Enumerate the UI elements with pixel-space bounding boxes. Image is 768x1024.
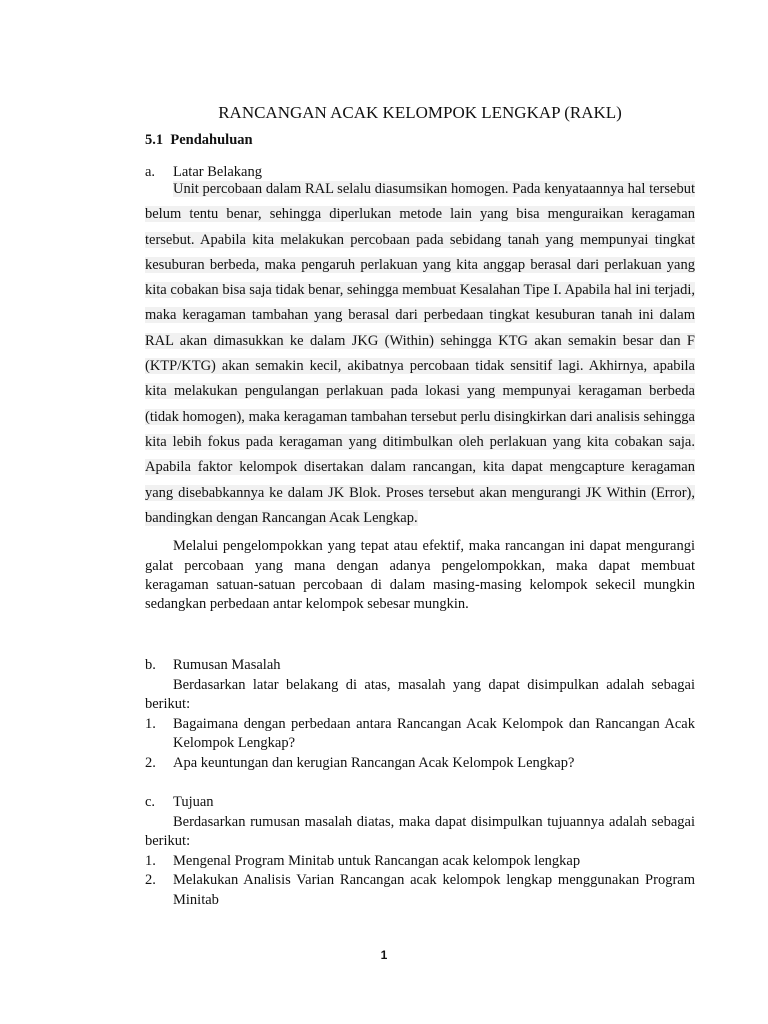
subsection-c: [145, 794, 695, 910]
subsection-b-title: Rumusan Masalah: [173, 657, 281, 673]
section-heading: [145, 132, 253, 149]
objective-list: [145, 852, 695, 910]
subsection-a: [145, 164, 695, 615]
section-title: Pendahuluan: [170, 132, 253, 148]
objective-intro: Berdasarkan rumusan masalah diatas, maka dapat disimpulkan tujuannya adalah sebagai berikut:: [145, 814, 695, 850]
subsection-b-label: b.: [145, 657, 156, 673]
section-number: 5.1: [145, 132, 164, 148]
list-item: [145, 715, 695, 754]
list-item-text: Apa keuntungan dan kerugian Rancangan Acak Kelompok Lengkap?: [173, 754, 575, 771]
list-item-number: 2.: [145, 754, 156, 771]
page-number: 1: [380, 948, 388, 962]
subsection-c-title: Tujuan: [173, 794, 214, 810]
list-item: [145, 852, 695, 871]
background-paragraph-1-text: Unit percobaan dalam RAL selalu diasumsikan homogen. Pada kenyataannya hal tersebut belum tentu benar, sehingga diperlukan metode lain yang bisa menguraikan keragaman tersebut. Apabila kita melakukan percobaan pada sebidang tanah yang mempunyai tingkat kesuburan berbeda, maka pengaruh perlakuan yang kita anggap berasal dari perlakuan yang kita cobakan bisa saja tidak benar, sehingga membuat Kesalahan Tipe I. Apabila hal ini terjadi, maka keragaman tambahan yang berasal dari perbedaan tingkat kesuburan tanah ini dalam RAL akan dimasukkan ke dalam JKG (Within) sehingga KTG akan semakin besar dan F (KTP/KTG) akan semakin kecil, akibatnya percobaan tidak sensitif lagi. Akhirnya, apabila kita melakukan pengulangan perlakuan pada lokasi yang mempunyai keragaman berbeda (tidak homogen), maka keragaman tambahan tersebut perlu disingkirkan dari analisis sehingga kita lebih fokus pada keragaman yang ditimbulkan oleh perlakuan yang kita cobakan saja. Apabila faktor kelompok disertakan dalam rancangan, kita dapat mengcapture keragaman yang disebabkannya ke dalam JK Blok. Proses tersebut akan mengurangi JK Within (Error), bandingkan dengan Rancangan Acak Lengkap.: [145, 181, 695, 526]
subsection-b: [145, 657, 695, 773]
problem-list: [145, 715, 695, 773]
list-item-text: Melakukan Analisis Varian Rancangan acak kelompok lengkap menggunakan Program Minitab: [173, 872, 695, 908]
list-item-number: 1.: [145, 715, 156, 732]
subsection-c-heading: [145, 794, 695, 811]
subsection-a-title: Latar Belakang: [173, 164, 262, 180]
subsection-a-label: a.: [145, 164, 156, 180]
list-item: [145, 871, 695, 910]
list-item: [145, 754, 695, 773]
background-paragraph-1: [145, 177, 695, 531]
problem-intro: Berdasarkan latar belakang di atas, masalah yang dapat disimpulkan adalah sebagai berikut:: [145, 677, 695, 713]
list-item-number: 2.: [145, 872, 156, 889]
subsection-b-heading: [145, 657, 695, 674]
list-item-text: Bagaimana dengan perbedaan antara Rancangan Acak Kelompok dan Rancangan Acak Kelompok Lengkap?: [173, 715, 695, 752]
list-item-text: Mengenal Program Minitab untuk Rancangan acak kelompok lengkap: [173, 852, 581, 869]
list-item-number: 1.: [145, 852, 156, 869]
document-title: RANCANGAN ACAK KELOMPOK LENGKAP (RAKL): [218, 103, 622, 122]
background-paragraph-2: Melalui pengelompokkan yang tepat atau efektif, maka rancangan ini dapat mengurangi galat percobaan yang mana dengan adanya pengelompokkan, maka dapat membuat keragaman satuan-satuan percobaan di dalam masing-masing kelompok sekecil mungkin sedangkan perbedaan antar kelompok sebesar mungkin.: [145, 538, 695, 613]
subsection-c-label: c.: [145, 794, 156, 810]
